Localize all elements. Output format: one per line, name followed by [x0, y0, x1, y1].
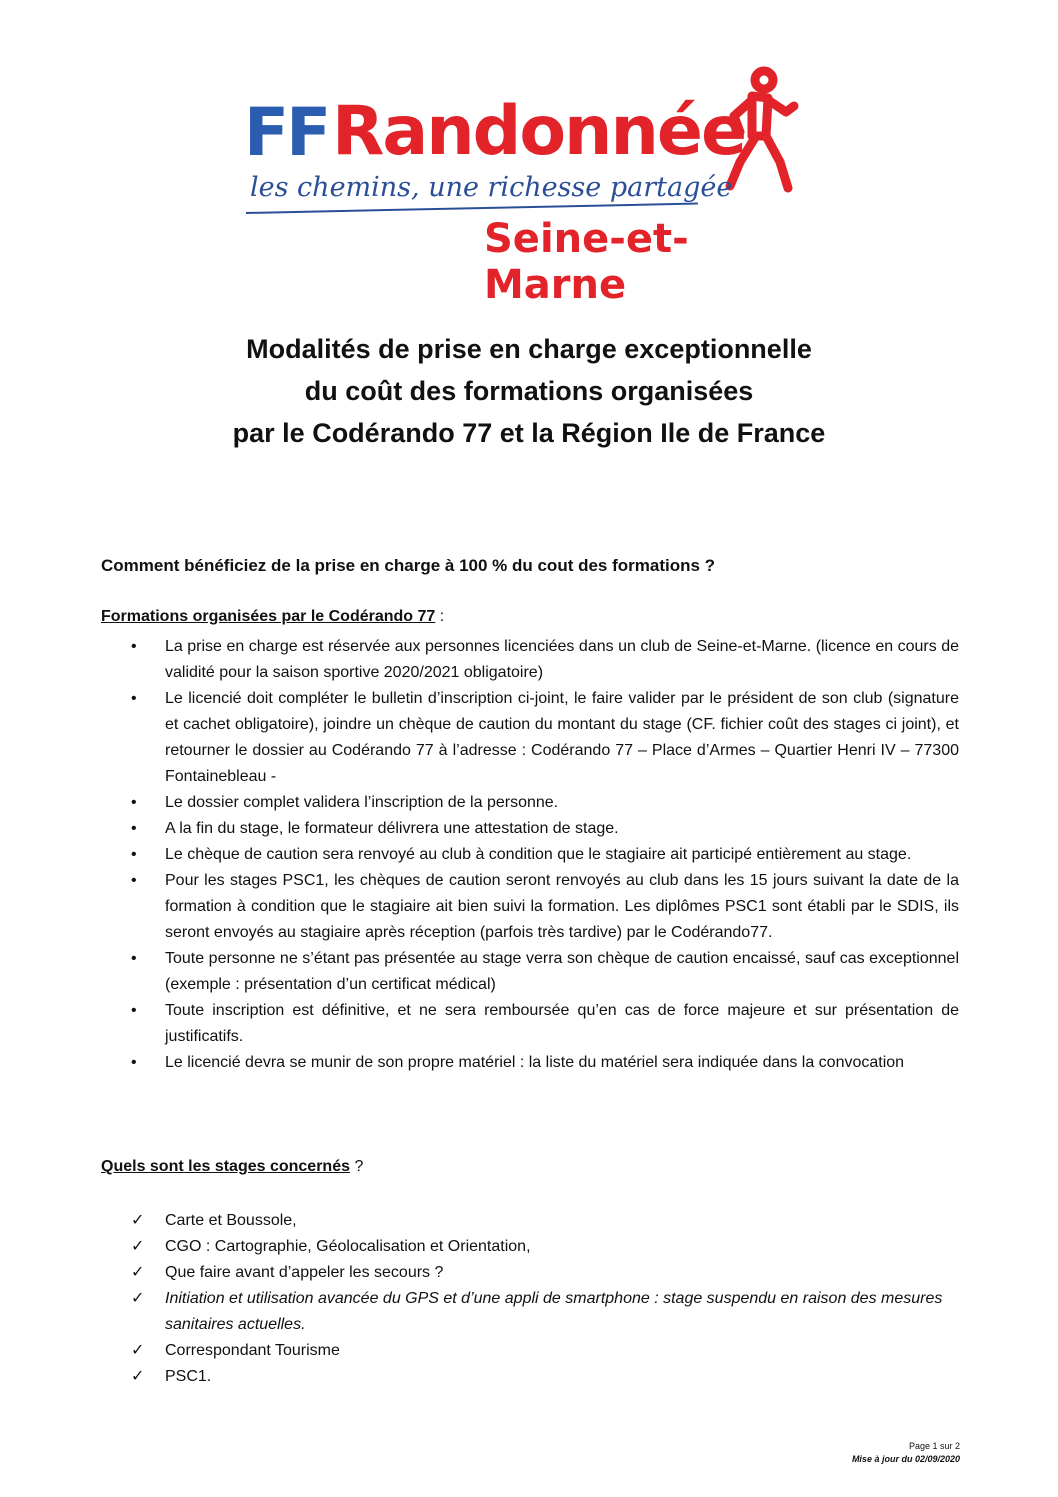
- list-item-text: Initiation et utilisation avancée du GPS et d’une appli de smartphone : stage suspendu en raison des mesures sanitaires actuelles.: [165, 1290, 943, 1333]
- list-item-text: Le licencié devra se munir de son propre matériel : la liste du matériel sera indiquée dans la convocation: [165, 1054, 905, 1071]
- list-item: [101, 998, 959, 1050]
- logo-underline: [246, 203, 698, 214]
- section-codérando-heading: [101, 608, 444, 626]
- document-title: [0, 328, 1058, 454]
- checkmark-icon: ✓: [131, 1264, 145, 1281]
- section2-heading-suffix: ?: [350, 1158, 364, 1175]
- logo-tagline: les chemins, une richesse partagée: [250, 172, 733, 203]
- conditions-list: [101, 634, 959, 1076]
- page-footer: [852, 1440, 960, 1466]
- list-item: [101, 1338, 959, 1364]
- list-item-text: Toute personne ne s’étant pas présentée au stage verra son chèque de caution encaissé, sauf cas exceptionnel (exemple : présentation d’un certificat médical): [165, 950, 959, 993]
- list-item-text: Le chèque de caution sera renvoyé au club à condition que le stagiaire ait participé entièrement au stage.: [165, 846, 912, 863]
- bullet-icon: •: [131, 872, 137, 889]
- list-item-text: Pour les stages PSC1, les chèques de caution seront renvoyés au club dans les 15 jours suivant la date de la formation à condition que le stagiaire ait bien suivi la formation. Les diplômes PSC1 sont établi par le SDIS, ils seront envoyés au stagiaire après réception (parfois très tardive) par le Codérando77.: [165, 872, 959, 941]
- list-item: [101, 842, 959, 868]
- list-item: [101, 1364, 959, 1390]
- checkmark-icon: ✓: [131, 1290, 145, 1307]
- checkmark-icon: ✓: [131, 1238, 145, 1255]
- section-stages-heading: [101, 1158, 363, 1176]
- title-line-3: par le Codérando 77 et la Région Ile de France: [232, 418, 826, 448]
- section2-heading-text: Quels sont les stages concernés: [101, 1158, 350, 1175]
- title-line-1: Modalités de prise en charge exceptionnelle: [246, 334, 812, 364]
- bullet-icon: •: [131, 794, 137, 811]
- list-item: [101, 686, 959, 790]
- section1-heading-text: Formations organisées par le Codérando 77: [101, 608, 436, 625]
- list-item: [101, 1260, 959, 1286]
- page-number: Page 1 sur 2: [908, 1441, 960, 1451]
- update-date: Mise à jour du 02/09/2020: [851, 1454, 960, 1464]
- hiker-icon: [722, 66, 802, 196]
- list-item: [101, 816, 959, 842]
- bullet-icon: •: [131, 846, 137, 863]
- logo-randonnee-text: Randonnée: [332, 92, 746, 171]
- list-item: [101, 1286, 959, 1338]
- bullet-icon: •: [131, 1054, 137, 1071]
- bullet-icon: •: [131, 820, 137, 837]
- list-item-text: La prise en charge est réservée aux personnes licenciées dans un club de Seine-et-Marne. (licence en cours de validité pour la saison sportive 2020/2021 obligatoire): [165, 638, 959, 681]
- stages-list: [101, 1208, 959, 1390]
- list-item: [101, 946, 959, 998]
- list-item: [101, 1208, 959, 1234]
- list-item: [101, 1234, 959, 1260]
- list-item-text: Carte et Boussole,: [165, 1212, 297, 1229]
- checkmark-icon: ✓: [131, 1342, 145, 1359]
- list-item: [101, 790, 959, 816]
- list-item-text: Correspondant Tourisme: [165, 1342, 340, 1359]
- bullet-icon: •: [131, 950, 137, 967]
- bullet-icon: •: [131, 1002, 137, 1019]
- ffrandonnee-logo: [244, 66, 804, 308]
- list-item-text: Toute inscription est définitive, et ne sera remboursée qu’en cas de force majeure et sur présentation de justificatifs.: [165, 1002, 959, 1045]
- list-item: [101, 634, 959, 686]
- checkmark-icon: ✓: [131, 1368, 145, 1385]
- bullet-icon: •: [131, 638, 137, 655]
- list-item-text: CGO : Cartographie, Géolocalisation et Orientation,: [165, 1238, 531, 1255]
- logo-ff-text: FF: [244, 94, 329, 171]
- logo-region: Seine-et-Marne: [484, 216, 689, 308]
- list-item: [101, 868, 959, 946]
- bullet-icon: •: [131, 690, 137, 707]
- question-heading: Comment bénéficiez de la prise en charge à 100 % du cout des formations ?: [101, 556, 716, 575]
- list-item-text: Le dossier complet validera l’inscription de la personne.: [165, 794, 559, 811]
- list-item-text: Que faire avant d’appeler les secours ?: [165, 1264, 444, 1281]
- list-item-text: PSC1.: [165, 1368, 212, 1385]
- list-item-text: Le licencié doit compléter le bulletin d’inscription ci-joint, le faire valider par le président de son club (signature et cachet obligatoire), joindre un chèque de caution du montant du stage (CF. fichier coût des stages ci joint), et retourner le dossier au Codérando 77 à l’adresse : Codérando 77 – Place d’Armes – Quartier Henri IV – 77300 Fontainebleau -: [165, 690, 959, 785]
- checkmark-icon: ✓: [131, 1212, 145, 1229]
- section1-heading-suffix: :: [435, 608, 445, 625]
- title-line-2: du coût des formations organisées: [304, 376, 754, 406]
- list-item-text: A la fin du stage, le formateur délivrera une attestation de stage.: [165, 820, 619, 837]
- list-item: [101, 1050, 959, 1076]
